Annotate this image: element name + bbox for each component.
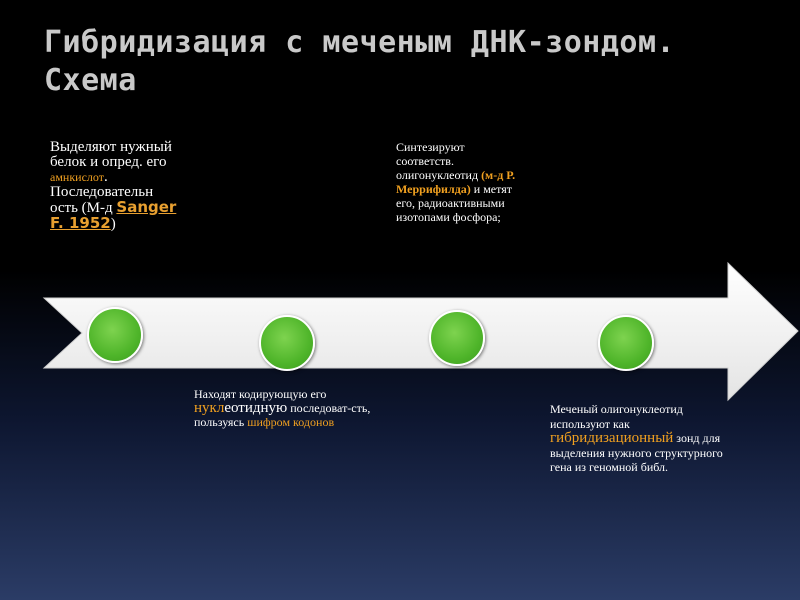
step-1-part4: ) <box>110 216 116 232</box>
step-1-reference-link[interactable]: Sanger F. 1952 <box>50 198 177 232</box>
title-line-2: Схема <box>44 63 137 98</box>
step-3-part3: еотидную <box>224 400 288 416</box>
step-3-text <box>194 387 394 429</box>
step-3-highlight-2: шифром кодонов <box>247 415 335 429</box>
step-2-highlight: (м-д Р. Меррифилда) <box>396 168 516 196</box>
arrow-shape <box>44 263 798 400</box>
step-4-highlight: гибридизационный <box>550 430 674 446</box>
step-3-part1: Находят кодирующую его <box>194 387 327 401</box>
step-node-2 <box>259 315 315 371</box>
step-1-highlight: амнкислот <box>50 170 104 184</box>
step-2-text <box>396 140 516 224</box>
title-line-1: Гибридизация с меченым ДНК-зондом. <box>44 25 676 60</box>
step-node-1 <box>87 307 143 363</box>
step-node-3 <box>429 310 485 366</box>
step-2-part3: и метят его, радиоактивными изотопами фосфора; <box>396 182 512 224</box>
step-node-4 <box>598 315 654 371</box>
step-1-part1: Выделяют нужный белок и опред. его <box>50 139 172 170</box>
step-4-part1: Меченый олигонуклеотид используют как <box>550 402 683 431</box>
step-4-part3: зонд для выделения нужного структурного гена из геномной библ. <box>550 431 723 474</box>
step-3-part4: последоват-сть, пользуясь <box>194 401 371 429</box>
step-2-part1: Синтезируют соответств. олигонуклеотид <box>396 140 482 182</box>
step-1-part3: . Последовательн ость (М-д <box>50 169 154 216</box>
step-3-highlight: нукл <box>194 400 225 416</box>
step-1-text <box>50 140 180 232</box>
step-4-text <box>550 402 740 475</box>
